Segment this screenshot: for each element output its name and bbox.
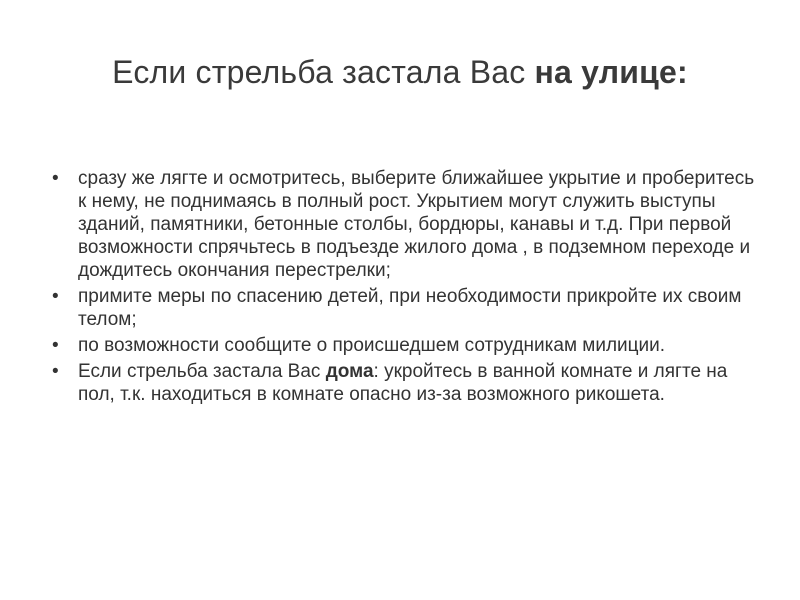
title-emphasis: на улице: [534,54,688,90]
bullet-text: по возможности сообщите о происшедшем сотрудникам милиции. [78,335,666,356]
bullet-text: сразу же лягте и осмотритесь, выберите ближайшее укрытие и проберитесь к нему, не поднимаясь в полный рост. Укрытием могут служить выступы зданий, памятники, бетонные столбы, бордюры, канавы и т.д. При первой возможности спрячьтесь в подъезде жилого дома , в подземном переходе и дождитесь окончания перестрелки; [78,168,755,281]
bullet-text-prefix: Если стрельба застала Вас [78,361,326,382]
bullet-item [52,334,764,357]
bullet-marker: • [52,286,59,307]
bullet-item [52,285,764,331]
bullet-item [52,167,764,282]
bullet-marker: • [52,168,59,189]
title-prefix: Если стрельба застала Вас [112,54,535,90]
bullet-text: примите меры по спасению детей, при необходимости прикройте их своим телом; [78,286,742,330]
slide-title [0,52,800,92]
bullet-text-suffix: : укройтесь в ванной комнате и лягте на пол, т.к. находиться в комнате опасно из-за возможного рикошета. [78,361,728,405]
bullet-marker: • [52,361,59,382]
bullet-text-emphasis: дома [325,361,374,382]
bullet-marker: • [52,335,59,356]
bullet-list [52,167,764,409]
bullet-item [52,360,764,406]
